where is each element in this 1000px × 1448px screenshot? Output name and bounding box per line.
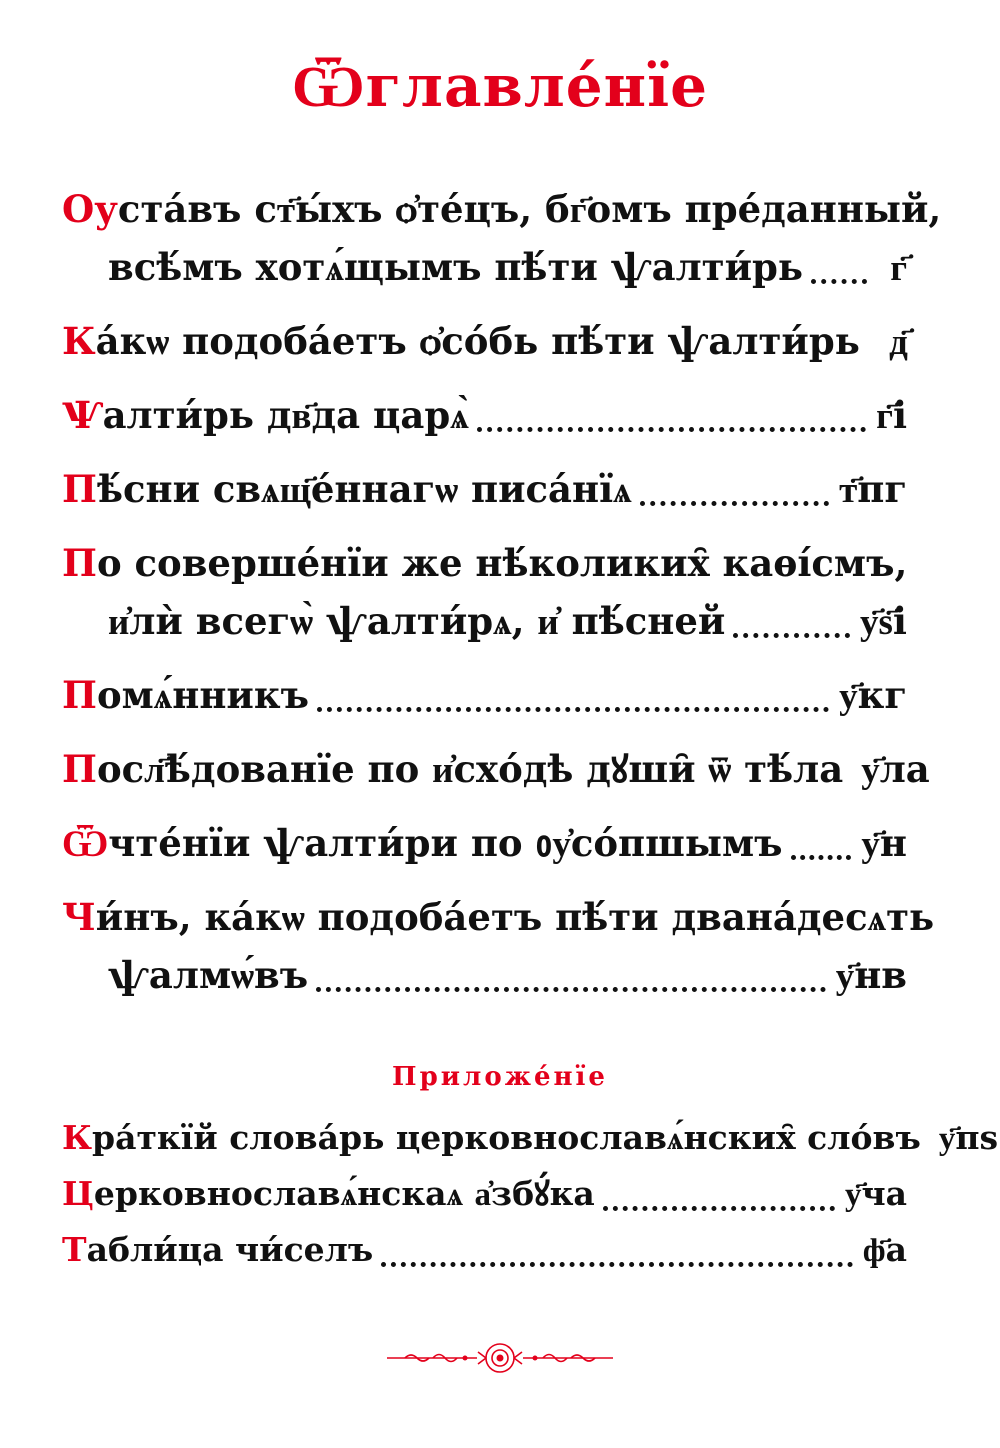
entry-title: абли́ца чи́селъ bbox=[86, 1230, 374, 1269]
dot-leader bbox=[640, 501, 829, 506]
initial-letter: К bbox=[62, 1118, 93, 1157]
initial-letter: П bbox=[62, 747, 97, 791]
toc-entry bbox=[62, 1110, 999, 1166]
page-number: у҃ла bbox=[861, 747, 930, 791]
toc-entry-line bbox=[62, 814, 907, 872]
table-of-contents bbox=[62, 180, 942, 1020]
entry-title: ста́въ ст҃ы́хъ ѻ҆те́цъ, бг҃омъ пре́данный, bbox=[117, 187, 942, 231]
page-number: у҃ча bbox=[844, 1174, 907, 1213]
entry-title-continuation: ѱалмѡ́въ bbox=[108, 953, 309, 997]
floral-divider-icon bbox=[385, 1340, 615, 1376]
entry-title: ра́ткїй слова́рь церковнославѧ́нских̑ сло́въ bbox=[92, 1118, 921, 1157]
toc-entry bbox=[62, 386, 907, 444]
toc-entry-line bbox=[62, 888, 935, 946]
toc-entry-line bbox=[62, 386, 907, 444]
dot-leader bbox=[603, 1206, 835, 1211]
initial-letter: Ѿ bbox=[62, 821, 109, 865]
toc-entry bbox=[62, 312, 907, 370]
dot-leader bbox=[791, 855, 852, 860]
dot-leader bbox=[811, 279, 867, 284]
toc-entry-line bbox=[62, 740, 930, 798]
entry-title: осл҃ѣ́дованїе по и҆схо́дѣ дꙋши̑ ѿ тѣ́ла bbox=[96, 747, 844, 791]
toc-entry-line bbox=[62, 666, 907, 724]
entry-title: а́кѡ подоба́етъ ѻ҆со́бь пѣ́ти ѱалти́рь bbox=[95, 319, 860, 363]
entry-title: о соверше́нїи же нѣ́коликих̑ каѳі́смъ, bbox=[96, 541, 908, 585]
toc-entry bbox=[62, 888, 935, 1004]
dot-leader bbox=[733, 633, 850, 638]
toc-entry bbox=[62, 180, 942, 296]
entry-title: алти́рь дв҃да царѧ̀ bbox=[102, 393, 469, 437]
toc-entry-line bbox=[62, 1222, 907, 1278]
appendix-contents bbox=[62, 1110, 999, 1278]
toc-entry-line bbox=[62, 1166, 907, 1222]
entry-title: чте́нїи ѱалти́ри по ᲂу҆со́пшымъ bbox=[108, 821, 783, 865]
initial-letter: Ч bbox=[62, 895, 96, 939]
entry-title: ѣ́сни свѧщ҃е́ннагѡ писа́нїѧ bbox=[96, 467, 632, 511]
dot-leader bbox=[477, 427, 866, 432]
toc-entry bbox=[62, 1166, 907, 1222]
initial-letter: Ц bbox=[62, 1174, 94, 1213]
page-number: ф҃а bbox=[862, 1230, 907, 1269]
page-number: у҃кг bbox=[839, 673, 907, 717]
initial-letter: П bbox=[62, 541, 97, 585]
entry-title-continuation: и҆лѝ всегѡ̀ ѱалти́рѧ, и҆ пѣ́сней bbox=[108, 599, 726, 643]
page-title: Ѿглавле́нїе bbox=[291, 52, 709, 120]
page-number: у҃н bbox=[861, 821, 907, 865]
initial-letter: П bbox=[62, 673, 97, 717]
initial-letter: Ѱ bbox=[62, 393, 103, 437]
toc-entry bbox=[62, 814, 907, 872]
page-number: у҃ѕ҃і bbox=[860, 599, 907, 643]
toc-entry bbox=[62, 740, 930, 798]
page-number: у҃пѕ bbox=[938, 1118, 999, 1157]
entry-title-continuation: всѣ́мъ хотѧ́щымъ пѣ́ти ѱалти́рь bbox=[108, 245, 804, 289]
page-number: д҃ bbox=[889, 319, 908, 363]
initial-letter: П bbox=[62, 467, 97, 511]
entry-title: и́нъ, ка́кѡ подоба́етъ пѣ́ти двана́десѧть bbox=[95, 895, 935, 939]
initial-letter: К bbox=[62, 319, 96, 363]
toc-entry-line bbox=[62, 1110, 999, 1166]
toc-entry bbox=[62, 460, 907, 518]
toc-entry-line bbox=[62, 312, 907, 370]
toc-entry-line bbox=[62, 534, 907, 592]
entry-title: ерковнославѧ́нскаѧ а҆збꙋ́ка bbox=[93, 1174, 595, 1213]
toc-entry-line bbox=[62, 946, 907, 1004]
appendix-heading: Приложе́нїе bbox=[392, 1062, 608, 1092]
toc-entry-line bbox=[62, 180, 942, 238]
dot-leader bbox=[381, 1262, 853, 1267]
entry-title: омѧ́нникъ bbox=[96, 673, 309, 717]
toc-entry-line bbox=[62, 460, 907, 518]
initial-letter: Т bbox=[62, 1230, 87, 1269]
page-number: г҃ bbox=[890, 245, 907, 289]
page-number: г҃і bbox=[876, 393, 907, 437]
dot-leader bbox=[316, 987, 826, 992]
toc-entry bbox=[62, 1222, 907, 1278]
toc-entry bbox=[62, 534, 907, 650]
toc-entry-line bbox=[62, 592, 907, 650]
page-number: у҃нв bbox=[835, 953, 907, 997]
toc-entry-line bbox=[62, 238, 907, 296]
toc-entry bbox=[62, 666, 907, 724]
page-number: т҃пг bbox=[839, 467, 907, 511]
initial-letter: Оу bbox=[62, 187, 118, 231]
dot-leader bbox=[317, 707, 829, 712]
